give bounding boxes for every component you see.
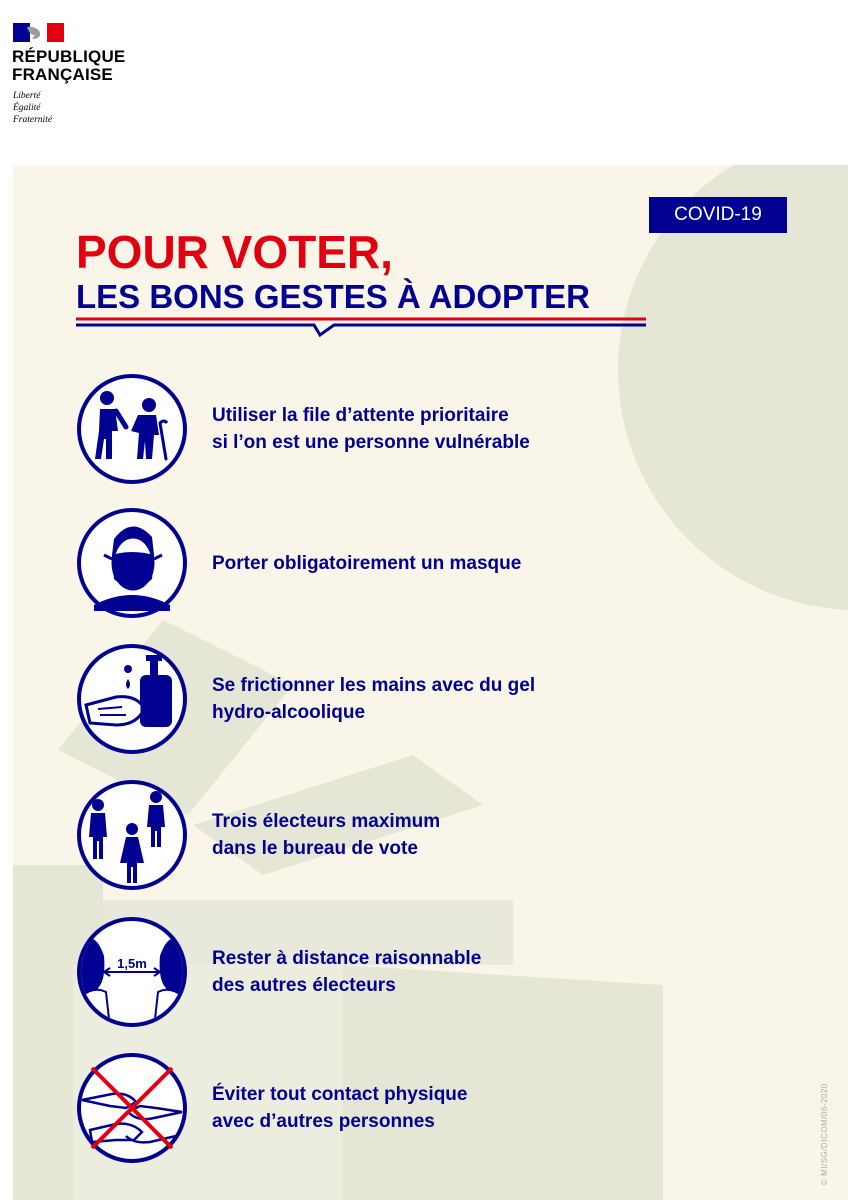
gesture-text: [212, 643, 772, 755]
gesture-item-three-voters: [76, 779, 796, 891]
motto-fraternite: Fraternité: [13, 115, 53, 125]
text-line: Se frictionner les mains avec du gel: [212, 675, 536, 696]
text-line: dans le bureau de vote: [212, 838, 418, 859]
mask-icon: [76, 507, 188, 619]
text-line: si l’on est une personne vulnérable: [212, 432, 530, 453]
gesture-text: [212, 779, 772, 891]
text-line: Trois électeurs maximum: [212, 811, 441, 832]
motto-egalite: Égalité: [13, 103, 41, 113]
text-line: des autres électeurs: [212, 975, 396, 996]
no-contact-icon: [76, 1052, 188, 1164]
motto-liberte: Liberté: [13, 91, 41, 101]
title-speech-underline: [76, 315, 646, 339]
francaise-text: FRANÇAISE: [12, 65, 113, 84]
hand-gel-icon: [76, 643, 188, 755]
text-line: Porter obligatoirement un masque: [212, 552, 522, 574]
gesture-item-distance: [76, 916, 796, 1028]
distance-icon: [76, 916, 188, 1028]
gesture-text: [212, 1052, 772, 1164]
gesture-item-no-contact: [76, 1052, 796, 1164]
title-line-1: POUR VOTER,: [76, 226, 393, 278]
gesture-item-mask: [76, 507, 796, 619]
gesture-item-hand-gel: [76, 643, 796, 755]
motto: [13, 90, 52, 126]
three-voters-icon: [76, 779, 188, 891]
header: [0, 0, 848, 165]
text-line: Utiliser la file d’attente prioritaire: [212, 405, 509, 426]
gesture-text: [212, 373, 772, 485]
text-line: avec d’autres personnes: [212, 1111, 435, 1132]
title-line-2: LES BONS GESTES À ADOPTER: [76, 278, 591, 315]
gesture-text: [212, 916, 772, 1028]
credit-text: © MI/SG/DICOM/06-2020: [820, 1083, 829, 1185]
republique-francaise: [12, 48, 125, 84]
republique-text: RÉPUBLIQUE: [12, 47, 126, 66]
distance-label: 1,5m: [117, 956, 147, 971]
gesture-text: [212, 507, 772, 619]
covid-badge: COVID-19: [649, 197, 787, 233]
text-line: Rester à distance raisonnable: [212, 948, 482, 969]
text-line: hydro-alcoolique: [212, 702, 366, 723]
gesture-item-priority-queue: [76, 373, 796, 485]
text-line: Éviter tout contact physique: [212, 1084, 468, 1105]
priority-queue-icon: [76, 373, 188, 485]
marianne-flag-icon: [13, 23, 64, 42]
